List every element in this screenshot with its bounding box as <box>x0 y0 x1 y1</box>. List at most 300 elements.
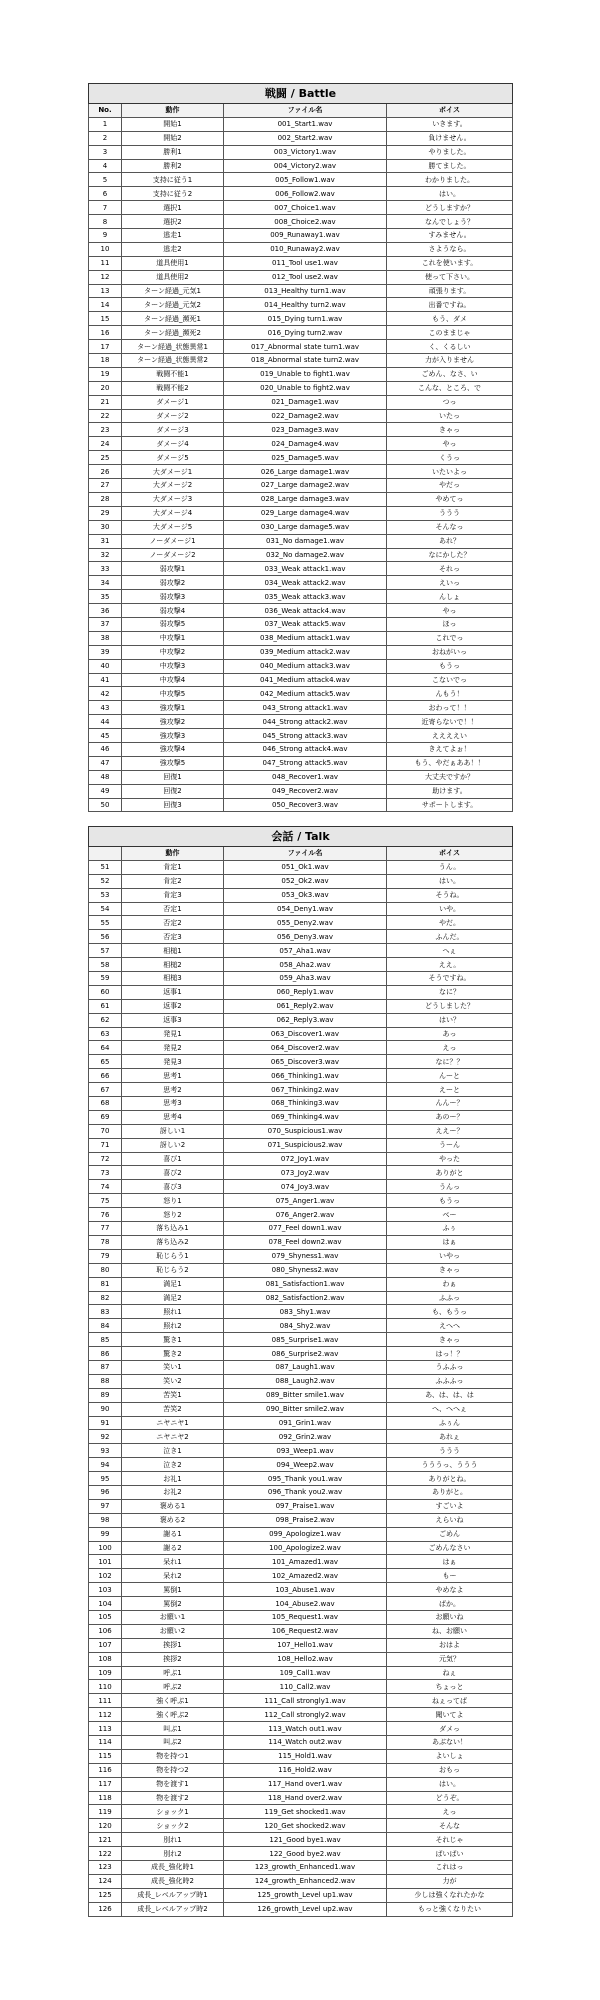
table-row <box>89 1694 513 1708</box>
cell-file: 092_Grin2.wav <box>224 1430 387 1444</box>
table-row <box>89 1194 513 1208</box>
cell-no: 51 <box>89 860 122 874</box>
cell-voice: あ、は、は、は <box>387 1388 513 1402</box>
cell-file: 022_Damage2.wav <box>224 409 387 423</box>
cell-no: 72 <box>89 1152 122 1166</box>
table-row <box>89 1347 513 1361</box>
cell-file: 110_Call2.wav <box>224 1680 387 1694</box>
cell-file: 083_Shy1.wav <box>224 1305 387 1319</box>
cell-file: 023_Damage3.wav <box>224 423 387 437</box>
cell-action: 逃走1 <box>122 229 224 243</box>
cell-voice: これでっ <box>387 631 513 645</box>
cell-action: ノーダメージ1 <box>122 534 224 548</box>
cell-action: 戦闘不能2 <box>122 381 224 395</box>
cell-voice: 負けません。 <box>387 131 513 145</box>
cell-no: 118 <box>89 1791 122 1805</box>
cell-file: 061_Reply2.wav <box>224 999 387 1013</box>
cell-file: 047_Strong attack5.wav <box>224 756 387 770</box>
table-row <box>89 1055 513 1069</box>
cell-file: 038_Medium attack1.wav <box>224 631 387 645</box>
cell-no: 16 <box>89 326 122 340</box>
cell-file: 062_Reply3.wav <box>224 1013 387 1027</box>
cell-no: 28 <box>89 492 122 506</box>
cell-file: 102_Amazed2.wav <box>224 1569 387 1583</box>
table-row <box>89 1235 513 1249</box>
cell-file: 121_Good bye1.wav <box>224 1833 387 1847</box>
cell-voice: どうしますか？ <box>387 201 513 215</box>
cell-action: ターン経過_瀕死1 <box>122 312 224 326</box>
table-row <box>89 173 513 187</box>
cell-voice: サポートします。 <box>387 798 513 812</box>
cell-no: 44 <box>89 715 122 729</box>
cell-no: 19 <box>89 367 122 381</box>
cell-no: 106 <box>89 1624 122 1638</box>
cell-no: 39 <box>89 645 122 659</box>
cell-action: 中攻撃4 <box>122 673 224 687</box>
cell-voice: うふふっ <box>387 1360 513 1374</box>
cell-no: 11 <box>89 256 122 270</box>
cell-action: 返事3 <box>122 1013 224 1027</box>
cell-file: 011_Tool use1.wav <box>224 256 387 270</box>
table-row <box>89 972 513 986</box>
table-row <box>89 1319 513 1333</box>
cell-action: 道具使用1 <box>122 256 224 270</box>
cell-voice: えらいね <box>387 1513 513 1527</box>
cell-action: 強く呼ぶ1 <box>122 1694 224 1708</box>
cell-no: 14 <box>89 298 122 312</box>
cell-voice: ちょっと <box>387 1680 513 1694</box>
cell-voice: あっ <box>387 1027 513 1041</box>
cell-action: 怒り1 <box>122 1194 224 1208</box>
cell-no: 125 <box>89 1888 122 1902</box>
cell-action: 驚き1 <box>122 1333 224 1347</box>
cell-file: 096_Thank you2.wav <box>224 1485 387 1499</box>
cell-no: 22 <box>89 409 122 423</box>
table-row <box>89 187 513 201</box>
table-row <box>89 1763 513 1777</box>
cell-voice: すみません。 <box>387 229 513 243</box>
cell-no: 62 <box>89 1013 122 1027</box>
cell-action: 勝利1 <box>122 145 224 159</box>
table-row <box>89 326 513 340</box>
cell-voice: これを使います。 <box>387 256 513 270</box>
table-row <box>89 999 513 1013</box>
table-row <box>89 1388 513 1402</box>
cell-action: 思考3 <box>122 1097 224 1111</box>
cell-action: お礼2 <box>122 1485 224 1499</box>
cell-voice: こないでっ <box>387 673 513 687</box>
table-row <box>89 423 513 437</box>
cell-file: 082_Satisfaction2.wav <box>224 1291 387 1305</box>
cell-voice: へぇ <box>387 944 513 958</box>
cell-no: 87 <box>89 1360 122 1374</box>
table-row <box>89 1013 513 1027</box>
cell-voice: もう、やだぁああ！！ <box>387 756 513 770</box>
cell-file: 049_Recover2.wav <box>224 784 387 798</box>
cell-no: 76 <box>89 1208 122 1222</box>
cell-voice: ダメっ <box>387 1722 513 1736</box>
cell-no: 30 <box>89 520 122 534</box>
cell-no: 47 <box>89 756 122 770</box>
cell-no: 57 <box>89 944 122 958</box>
table-row <box>89 479 513 493</box>
cell-voice: ううう <box>387 1444 513 1458</box>
cell-action: 驚き2 <box>122 1347 224 1361</box>
cell-file: 009_Runaway1.wav <box>224 229 387 243</box>
cell-voice: あぶない！ <box>387 1736 513 1750</box>
cell-no: 20 <box>89 381 122 395</box>
cell-no: 29 <box>89 506 122 520</box>
cell-action: 弱攻撃3 <box>122 590 224 604</box>
table-row <box>89 520 513 534</box>
cell-no: 34 <box>89 576 122 590</box>
cell-action: ノーダメージ2 <box>122 548 224 562</box>
cell-action: ターン経過_状態異常1 <box>122 340 224 354</box>
cell-action: ショック1 <box>122 1805 224 1819</box>
cell-action: 道具使用2 <box>122 270 224 284</box>
cell-voice: おはよ <box>387 1638 513 1652</box>
table-row <box>89 1485 513 1499</box>
cell-voice: ねぇ <box>387 1666 513 1680</box>
cell-file: 104_Abuse2.wav <box>224 1597 387 1611</box>
cell-action: 成長_レベルアップ時1 <box>122 1888 224 1902</box>
cell-voice: そんな <box>387 1819 513 1833</box>
cell-action: ダメージ4 <box>122 437 224 451</box>
cell-file: 014_Healthy turn2.wav <box>224 298 387 312</box>
battle-table-body <box>89 117 513 812</box>
cell-file: 008_Choice2.wav <box>224 215 387 229</box>
cell-action: 呆れ2 <box>122 1569 224 1583</box>
cell-file: 033_Weak attack1.wav <box>224 562 387 576</box>
cell-no: 10 <box>89 242 122 256</box>
cell-action: 大ダメージ3 <box>122 492 224 506</box>
cell-file: 118_Hand over2.wav <box>224 1791 387 1805</box>
cell-action: 呆れ1 <box>122 1555 224 1569</box>
cell-file: 080_Shyness2.wav <box>224 1263 387 1277</box>
cell-no: 68 <box>89 1097 122 1111</box>
table-row <box>89 645 513 659</box>
cell-file: 057_Aha1.wav <box>224 944 387 958</box>
cell-no: 86 <box>89 1347 122 1361</box>
cell-no: 89 <box>89 1388 122 1402</box>
cell-action: 喜び3 <box>122 1180 224 1194</box>
cell-action: 相槌1 <box>122 944 224 958</box>
cell-file: 066_Thinking1.wav <box>224 1069 387 1083</box>
table-row <box>89 1722 513 1736</box>
cell-action: ダメージ3 <box>122 423 224 437</box>
column-header-voice: ボイス <box>387 847 513 861</box>
cell-action: 肯定2 <box>122 874 224 888</box>
cell-file: 002_Start2.wav <box>224 131 387 145</box>
cell-action: ターン経過_元気2 <box>122 298 224 312</box>
cell-action: 思考1 <box>122 1069 224 1083</box>
table-row <box>89 1360 513 1374</box>
table-row <box>89 1513 513 1527</box>
table-row <box>89 1610 513 1624</box>
table-row <box>89 604 513 618</box>
cell-voice: いやっ <box>387 1249 513 1263</box>
cell-voice: 力が入りません <box>387 354 513 368</box>
table-row <box>89 506 513 520</box>
table-row <box>89 242 513 256</box>
table-row <box>89 284 513 298</box>
cell-action: 強く呼ぶ2 <box>122 1708 224 1722</box>
cell-voice: そうですね。 <box>387 972 513 986</box>
cell-file: 064_Discover2.wav <box>224 1041 387 1055</box>
table-row <box>89 1777 513 1791</box>
cell-no: 49 <box>89 784 122 798</box>
table-row <box>89 1097 513 1111</box>
table-row <box>89 1444 513 1458</box>
cell-action: 物を渡す2 <box>122 1791 224 1805</box>
cell-file: 075_Anger1.wav <box>224 1194 387 1208</box>
cell-action: 呼ぶ1 <box>122 1666 224 1680</box>
cell-action: 褒める2 <box>122 1513 224 1527</box>
cell-action: 恥じらう2 <box>122 1263 224 1277</box>
column-header-file: ファイル名 <box>224 104 387 118</box>
cell-file: 052_Ok2.wav <box>224 874 387 888</box>
table-row <box>89 1291 513 1305</box>
cell-no: 48 <box>89 770 122 784</box>
cell-no: 3 <box>89 145 122 159</box>
cell-action: 弱攻撃2 <box>122 576 224 590</box>
cell-file: 012_Tool use2.wav <box>224 270 387 284</box>
table-row <box>89 1666 513 1680</box>
table-row <box>89 860 513 874</box>
column-header-no: No. <box>89 104 122 118</box>
cell-voice: ううう <box>387 506 513 520</box>
cell-action: ニヤニヤ2 <box>122 1430 224 1444</box>
cell-file: 001_Start1.wav <box>224 117 387 131</box>
cell-file: 085_Surprise1.wav <box>224 1333 387 1347</box>
table-row <box>89 1027 513 1041</box>
cell-action: 思考4 <box>122 1110 224 1124</box>
cell-no: 59 <box>89 972 122 986</box>
cell-no: 124 <box>89 1874 122 1888</box>
cell-action: お礼1 <box>122 1472 224 1486</box>
cell-voice: くうっ <box>387 451 513 465</box>
cell-action: 発見3 <box>122 1055 224 1069</box>
table-row <box>89 1041 513 1055</box>
table-row <box>89 1736 513 1750</box>
table-row <box>89 1208 513 1222</box>
cell-file: 055_Deny2.wav <box>224 916 387 930</box>
cell-voice: さようなら。 <box>387 242 513 256</box>
cell-voice: きゃっ <box>387 423 513 437</box>
cell-voice: それじゃ <box>387 1833 513 1847</box>
cell-voice: ありがと。 <box>387 1485 513 1499</box>
cell-file: 111_Call strongly1.wav <box>224 1694 387 1708</box>
cell-file: 095_Thank you1.wav <box>224 1472 387 1486</box>
cell-action: 大ダメージ4 <box>122 506 224 520</box>
cell-file: 074_Joy3.wav <box>224 1180 387 1194</box>
cell-voice: おもっ <box>387 1763 513 1777</box>
cell-voice: やっ <box>387 437 513 451</box>
cell-no: 88 <box>89 1374 122 1388</box>
cell-no: 91 <box>89 1416 122 1430</box>
cell-no: 56 <box>89 930 122 944</box>
cell-action: 大ダメージ5 <box>122 520 224 534</box>
cell-voice: やめなよ <box>387 1583 513 1597</box>
cell-action: 挨拶1 <box>122 1638 224 1652</box>
cell-voice: ええー？ <box>387 1124 513 1138</box>
cell-no: 105 <box>89 1610 122 1624</box>
cell-file: 097_Praise1.wav <box>224 1499 387 1513</box>
table-row <box>89 1527 513 1541</box>
cell-voice: ありがとね。 <box>387 1472 513 1486</box>
cell-no: 83 <box>89 1305 122 1319</box>
cell-no: 94 <box>89 1458 122 1472</box>
cell-no: 6 <box>89 187 122 201</box>
cell-action: 成長_強化時2 <box>122 1874 224 1888</box>
column-header-file: ファイル名 <box>224 847 387 861</box>
table-row <box>89 1499 513 1513</box>
cell-voice: ねぇってば <box>387 1694 513 1708</box>
cell-no: 36 <box>89 604 122 618</box>
cell-file: 029_Large damage4.wav <box>224 506 387 520</box>
cell-action: 逃走2 <box>122 242 224 256</box>
column-header-voice: ボイス <box>387 104 513 118</box>
talk-table-title: 会話 / Talk <box>89 827 513 847</box>
cell-voice: えっ <box>387 1041 513 1055</box>
cell-voice: そんなっ <box>387 520 513 534</box>
table-row <box>89 562 513 576</box>
cell-no: 78 <box>89 1235 122 1249</box>
cell-action: 大ダメージ1 <box>122 465 224 479</box>
table-row <box>89 798 513 812</box>
cell-action: 勝利2 <box>122 159 224 173</box>
cell-no: 40 <box>89 659 122 673</box>
cell-no: 37 <box>89 617 122 631</box>
cell-action: 喜び2 <box>122 1166 224 1180</box>
cell-file: 073_Joy2.wav <box>224 1166 387 1180</box>
cell-no: 4 <box>89 159 122 173</box>
cell-action: 中攻撃2 <box>122 645 224 659</box>
cell-file: 067_Thinking2.wav <box>224 1083 387 1097</box>
cell-voice: ごめんなさい <box>387 1541 513 1555</box>
table-row <box>89 145 513 159</box>
cell-action: 落ち込み2 <box>122 1235 224 1249</box>
cell-file: 100_Apologize2.wav <box>224 1541 387 1555</box>
cell-voice: えいっ <box>387 576 513 590</box>
cell-no: 67 <box>89 1083 122 1097</box>
cell-voice: ごめん、なさ、い <box>387 367 513 381</box>
cell-file: 122_Good bye2.wav <box>224 1847 387 1861</box>
cell-voice: ふんだ。 <box>387 930 513 944</box>
cell-no: 97 <box>89 1499 122 1513</box>
cell-file: 071_Suspicious2.wav <box>224 1138 387 1152</box>
cell-action: 落ち込み1 <box>122 1222 224 1236</box>
cell-no: 46 <box>89 742 122 756</box>
cell-action: 強攻撃4 <box>122 742 224 756</box>
table-row <box>89 534 513 548</box>
cell-action: 訝しい1 <box>122 1124 224 1138</box>
cell-voice: 頑張ります。 <box>387 284 513 298</box>
cell-no: 21 <box>89 395 122 409</box>
cell-no: 99 <box>89 1527 122 1541</box>
cell-no: 8 <box>89 215 122 229</box>
cell-voice: きゃっ <box>387 1333 513 1347</box>
cell-action: 肯定3 <box>122 888 224 902</box>
cell-file: 045_Strong attack3.wav <box>224 729 387 743</box>
cell-voice: うううっ、ううう <box>387 1458 513 1472</box>
cell-action: 叫ぶ2 <box>122 1736 224 1750</box>
cell-file: 050_Recover3.wav <box>224 798 387 812</box>
cell-action: 物を持つ1 <box>122 1749 224 1763</box>
table-row <box>89 659 513 673</box>
cell-no: 98 <box>89 1513 122 1527</box>
cell-voice: もっと強くなりたい <box>387 1902 513 1916</box>
cell-no: 119 <box>89 1805 122 1819</box>
cell-no: 5 <box>89 173 122 187</box>
cell-no: 66 <box>89 1069 122 1083</box>
cell-file: 103_Abuse1.wav <box>224 1583 387 1597</box>
cell-action: 泣き1 <box>122 1444 224 1458</box>
table-row <box>89 617 513 631</box>
table-row <box>89 958 513 972</box>
table-row <box>89 1110 513 1124</box>
cell-no: 55 <box>89 916 122 930</box>
column-header-action: 動作 <box>122 847 224 861</box>
table-row <box>89 590 513 604</box>
cell-file: 098_Praise2.wav <box>224 1513 387 1527</box>
table-row <box>89 229 513 243</box>
cell-no: 81 <box>89 1277 122 1291</box>
cell-voice: そうね。 <box>387 888 513 902</box>
table-row <box>89 215 513 229</box>
cell-action: 叫ぶ1 <box>122 1722 224 1736</box>
cell-voice: く、くるしい <box>387 340 513 354</box>
cell-file: 117_Hand over1.wav <box>224 1777 387 1791</box>
cell-file: 106_Request2.wav <box>224 1624 387 1638</box>
cell-voice: べー <box>387 1208 513 1222</box>
talk-table-body <box>89 860 513 1916</box>
cell-no: 60 <box>89 985 122 999</box>
cell-file: 113_Watch out1.wav <box>224 1722 387 1736</box>
table-row <box>89 1791 513 1805</box>
cell-action: 戦闘不能1 <box>122 367 224 381</box>
cell-no: 43 <box>89 701 122 715</box>
cell-no: 50 <box>89 798 122 812</box>
cell-action: 成長_レベルアップ時2 <box>122 1902 224 1916</box>
cell-action: ダメージ5 <box>122 451 224 465</box>
cell-action: 中攻撃3 <box>122 659 224 673</box>
cell-action: 物を持つ2 <box>122 1763 224 1777</box>
cell-action: 相槌3 <box>122 972 224 986</box>
cell-file: 112_Call strongly2.wav <box>224 1708 387 1722</box>
cell-voice: うんっ <box>387 1180 513 1194</box>
cell-no: 9 <box>89 229 122 243</box>
cell-file: 119_Get shocked1.wav <box>224 1805 387 1819</box>
table-row <box>89 1541 513 1555</box>
cell-file: 084_Shy2.wav <box>224 1319 387 1333</box>
cell-voice: なに？ <box>387 985 513 999</box>
cell-file: 077_Feel down1.wav <box>224 1222 387 1236</box>
cell-no: 111 <box>89 1694 122 1708</box>
cell-no: 65 <box>89 1055 122 1069</box>
cell-file: 034_Weak attack2.wav <box>224 576 387 590</box>
cell-no: 52 <box>89 874 122 888</box>
table-row <box>89 492 513 506</box>
cell-voice: 元気？ <box>387 1652 513 1666</box>
cell-voice: ばいばい <box>387 1847 513 1861</box>
cell-file: 039_Medium attack2.wav <box>224 645 387 659</box>
table-row <box>89 381 513 395</box>
cell-action: 返事1 <box>122 985 224 999</box>
table-row <box>89 340 513 354</box>
cell-no: 90 <box>89 1402 122 1416</box>
cell-file: 093_Weep1.wav <box>224 1444 387 1458</box>
